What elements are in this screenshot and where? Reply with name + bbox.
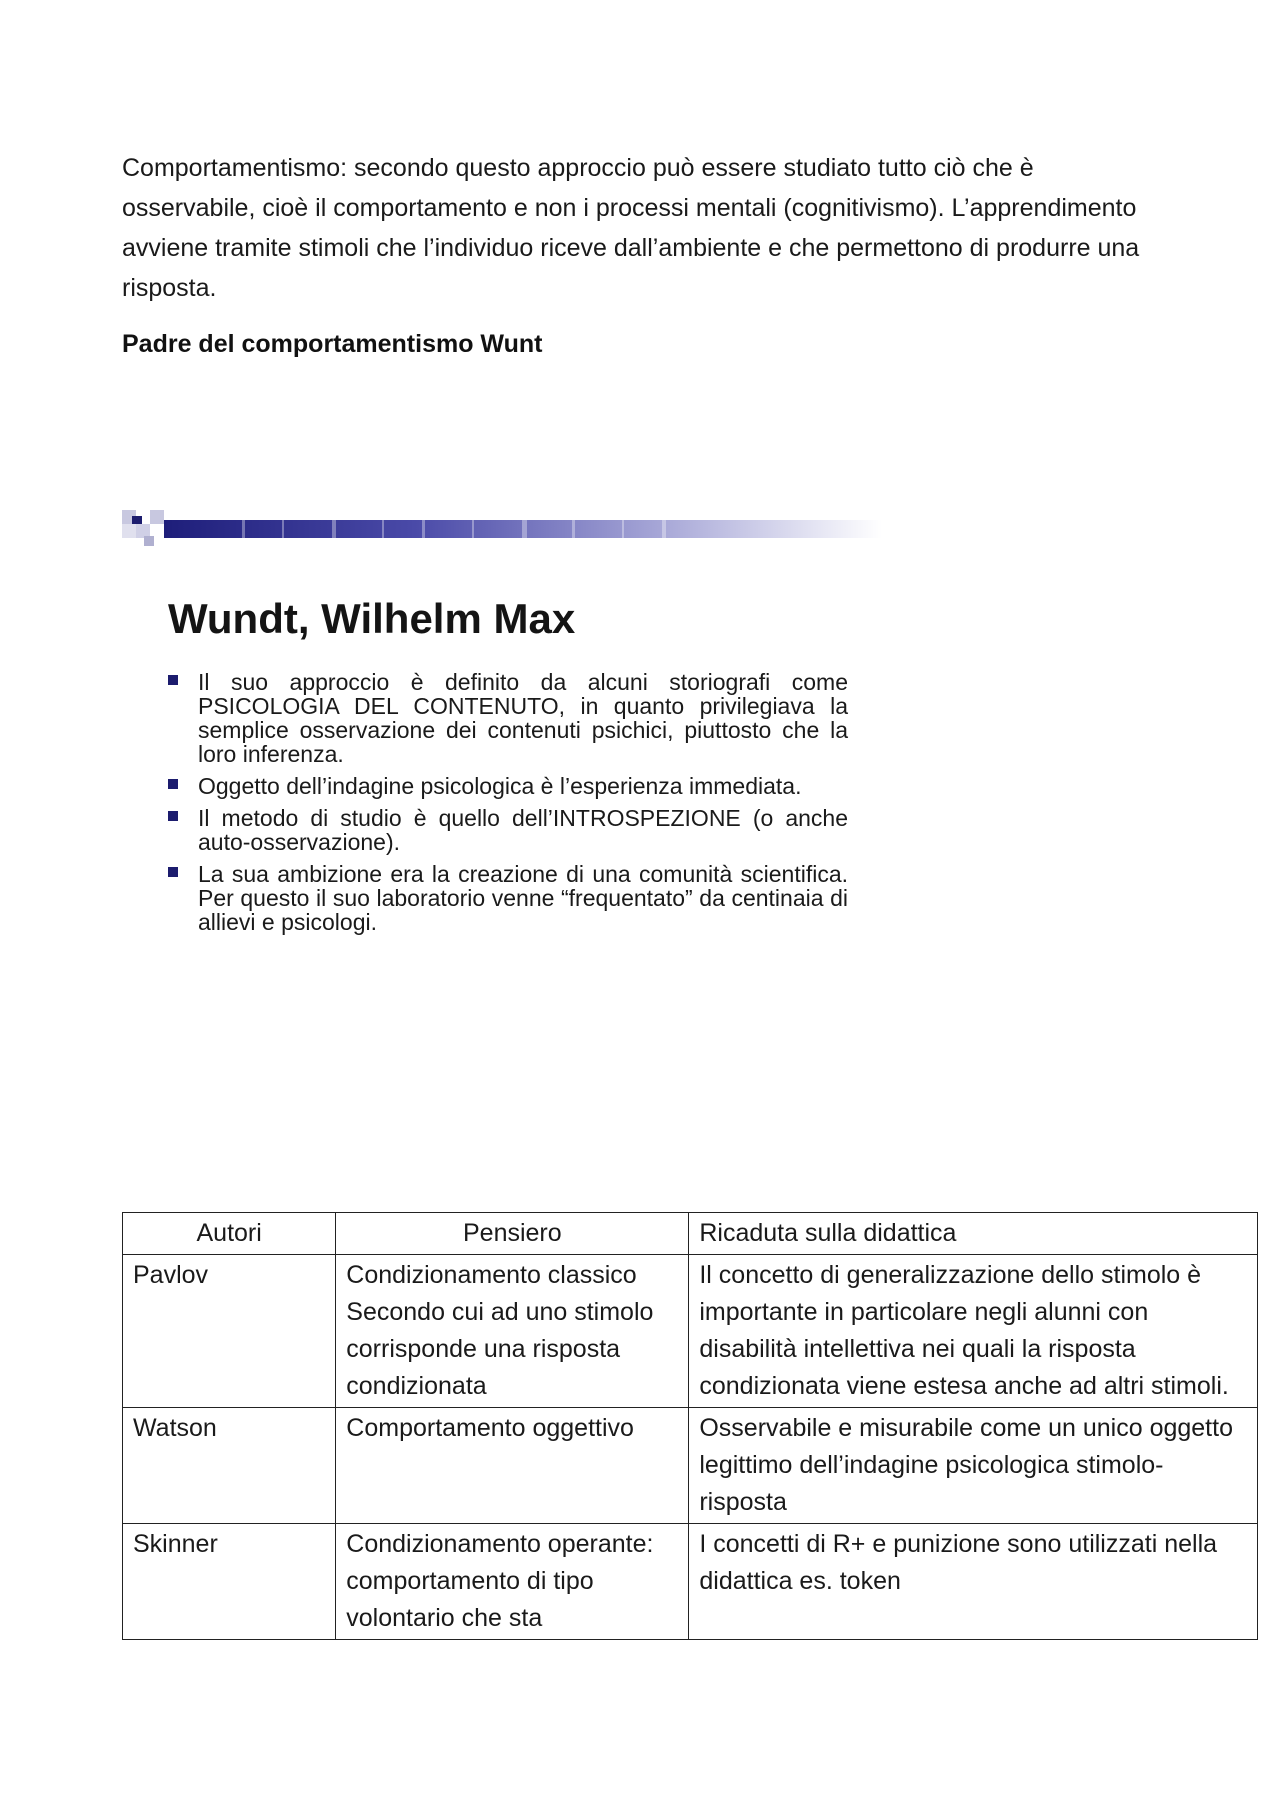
table-row: [123, 1408, 1258, 1524]
header-autori: Autori: [123, 1213, 336, 1255]
slide-bullet-item: Il suo approccio è definito da alcuni storiografi come PSICOLOGIA DEL CONTENUTO, in quanto privilegiava la semplice osservazione dei contenuti psichici, piuttosto che la loro inferenza.: [168, 670, 848, 766]
cell-thought: Condizionamento classico Secondo cui ad uno stimolo corrisponde una risposta condizionata: [336, 1255, 689, 1408]
cell-impact: I concetti di R+ e punizione sono utilizzati nella didattica es. token: [689, 1524, 1258, 1640]
slide-image: [122, 500, 882, 970]
cell-author: Pavlov: [123, 1255, 336, 1408]
table-row: [123, 1255, 1258, 1408]
slide-bullet-item: La sua ambizione era la creazione di una comunità scientifica. Per questo il suo laboratorio venne “frequentato” da centinaia di allievi e psicologi.: [168, 862, 848, 934]
square-bullet-icon: [168, 811, 178, 821]
cell-author: Skinner: [123, 1524, 336, 1640]
cell-impact: Osservabile e misurabile come un unico oggetto legittimo dell’indagine psicologica stimolo- risposta: [689, 1408, 1258, 1524]
slide-bullet-item: Il metodo di studio è quello dell’INTROSPEZIONE (o anche auto-osservazione).: [168, 806, 848, 854]
square-bullet-icon: [168, 779, 178, 789]
slide-bullet-item: Oggetto dell’indagine psicologica è l’esperienza immediata.: [168, 774, 848, 798]
table-header-row: [123, 1213, 1258, 1255]
square-bullet-icon: [168, 867, 178, 877]
header-pensiero: Pensiero: [336, 1213, 689, 1255]
slide-bullet-list: [168, 670, 848, 942]
section-heading: Padre del comportamentismo Wunt: [122, 330, 543, 358]
cell-thought: Condizionamento operante: comportamento di tipo volontario che sta: [336, 1524, 689, 1640]
cell-thought: Comportamento oggettivo: [336, 1408, 689, 1524]
intro-paragraph: Comportamentismo: secondo questo approccio può essere studiato tutto ciò che è osservabile, cioè il comportamento e non i processi mentali (cognitivismo). L’apprendimento avviene tramite stimoli che l’individuo riceve dall’ambiente e che permettono di produrre una risposta.: [122, 154, 1140, 302]
slide-decorative-bar: [122, 510, 882, 550]
authors-table: [122, 1212, 1258, 1640]
header-ricaduta: Ricaduta sulla didattica: [689, 1213, 1258, 1255]
table-row: [123, 1524, 1258, 1640]
cell-author: Watson: [123, 1408, 336, 1524]
slide-title: Wundt, Wilhelm Max: [168, 595, 576, 642]
square-bullet-icon: [168, 675, 178, 685]
cell-impact: Il concetto di generalizzazione dello stimolo è importante in particolare negli alunni con disabilità intellettiva nei quali la risposta condizionata viene estesa anche ad altri stimoli.: [689, 1255, 1258, 1408]
